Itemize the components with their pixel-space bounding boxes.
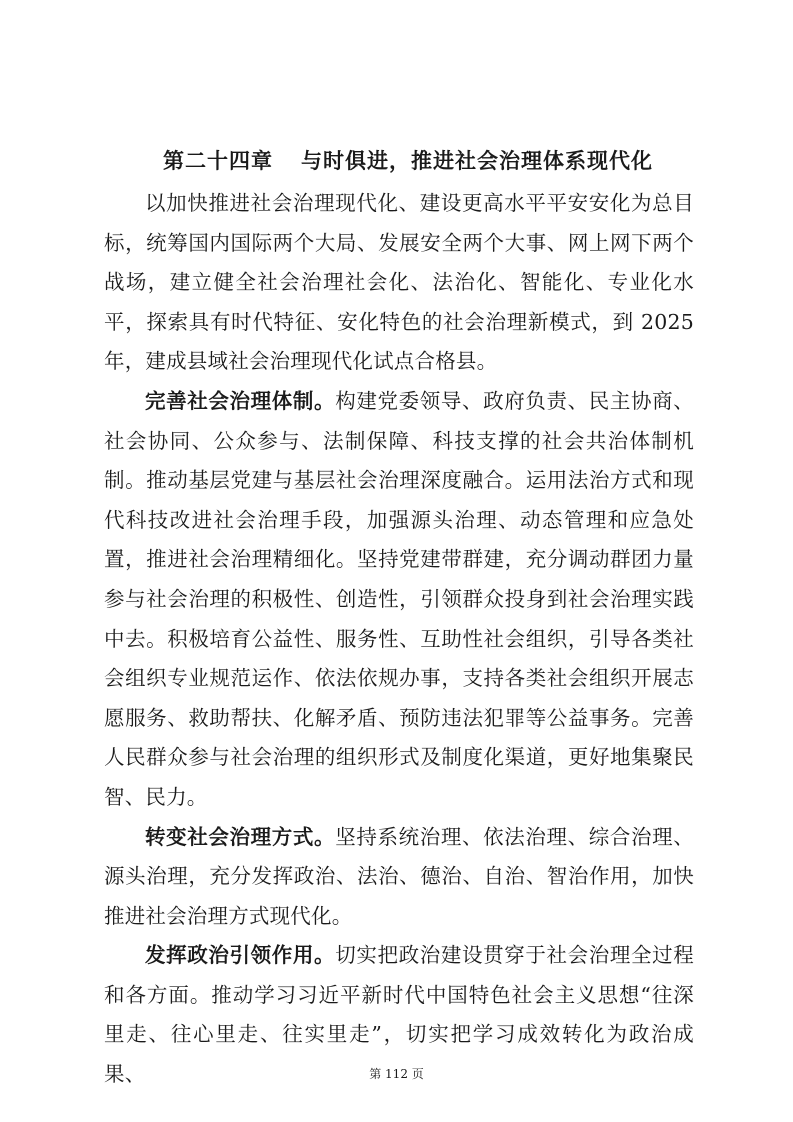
paragraph-governance-system [104,382,694,818]
paragraph-text: 以加快推进社会治理现代化、建设更高水平平安安化为总目标，统筹国内国际两个大局、发展安全两个大事、网上网下两个战场，建立健全社会治理社会化、法治化、智能化、专业化水平，探索具有时代特征、安化特色的社会治理新模式，到 2025 年，建成县域社会治理现代化试点合格县。 [104,191,694,374]
paragraph-governance-method [104,818,694,937]
chapter-number: 第二十四章 [163,149,273,173]
document-body [104,184,694,1095]
chapter-heading [108,146,708,176]
paragraph-text: 坚持系统治理、依法治理、综合治理、源头治理，充分发挥政治、法治、德治、自治、智治作用，加快推进社会治理方式现代化。 [104,824,694,928]
paragraph-text: 切实把政治建设贯穿于社会治理全过程和各方面。推动学习习近平新时代中国特色社会主义思想“往深里走、往心里走、往实里走”，切实把学习成效转化为政治成果、 [104,943,694,1087]
page-number: 112 [385,1067,408,1081]
paragraph-lead: 转变社会治理方式。 [145,824,336,849]
paragraph-text: 构建党委领导、政府负责、民主协商、社会协同、公众参与、法制保障、科技支撑的社会共治体制机制。推动基层党建与基层社会治理深度融合。运用法治方式和现代科技改进社会治理手段，加强源头治理、动态管理和应急处置，推进社会治理精细化。坚持党建带群建，充分调动群团力量参与社会治理的积极性、创造性，引领群众投身到社会治理实践中去。积极培育公益性、服务性、互助性社会组织，引导各类社会组织专业规范运作、依法依规办事，支持各类社会组织开展志愿服务、救助帮扶、化解矛盾、预防违法犯罪等公益事务。完善人民群众参与社会治理的组织形式及制度化渠道，更好地集聚民智、民力。 [104,388,694,809]
page-footer [0,1066,793,1082]
footer-suffix: 页 [411,1067,424,1081]
paragraph-lead: 发挥政治引领作用。 [145,943,336,968]
paragraph-intro [104,184,694,382]
chapter-title-text: 与时俱进，推进社会治理体系现代化 [301,149,653,173]
paragraph-lead: 完善社会治理体制。 [145,388,336,413]
footer-prefix: 第 [369,1067,382,1081]
